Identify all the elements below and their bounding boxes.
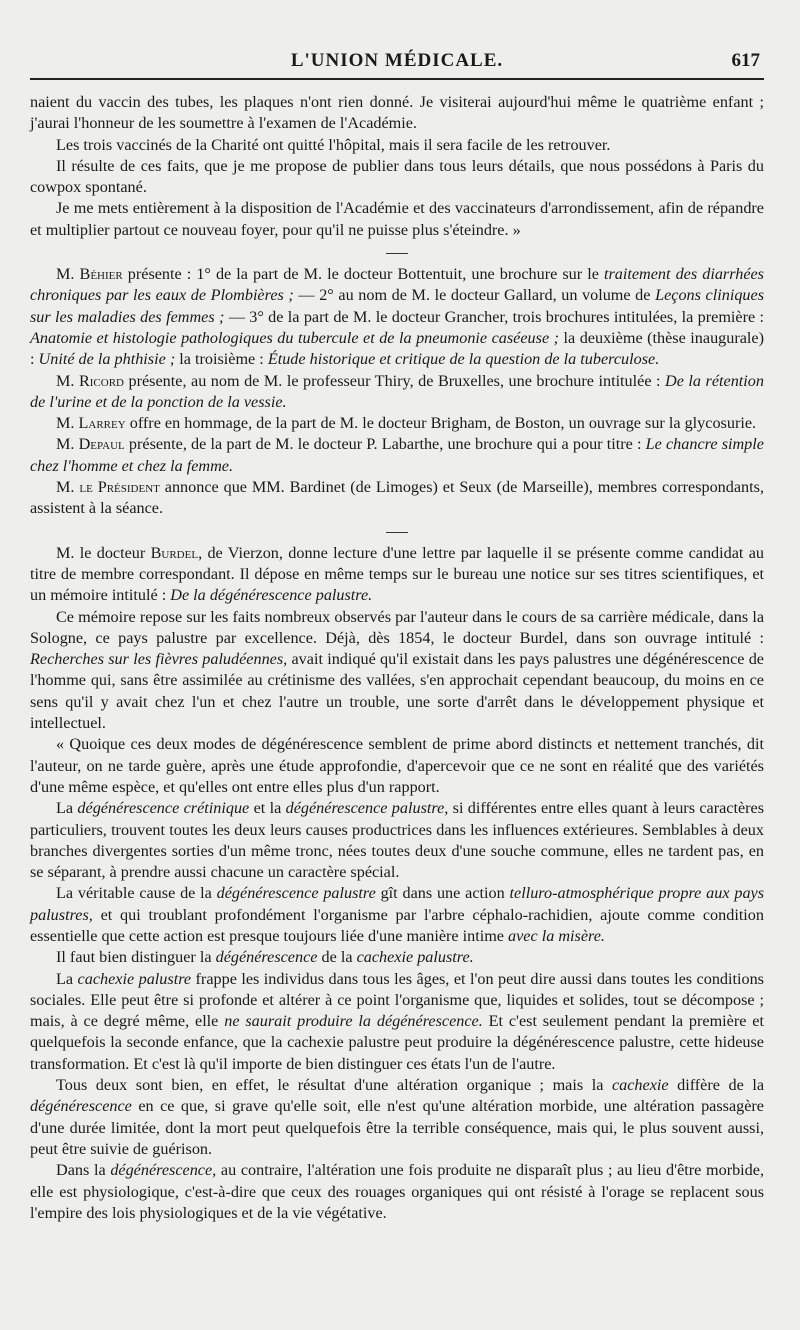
text-run: présente, au nom de M. le professeur Thiry, de Bruxelles, une brochure intitulée : [124, 371, 666, 390]
speaker-name: Larrey [78, 414, 126, 433]
italic-title: dégénérescence [215, 948, 318, 967]
text-run: M. [56, 265, 80, 284]
text-run: avait indiqué qu'il existait dans les pays palustres une dégénérescence de l'homme qui, sans être assimilée au crétinisme des vallées, s'en approchait cependant beaucoup, du moins en ce sens qu'il y avait chez l'un et chez l'autre un trouble, une sorte d'arrêt dans le développement physique et intellectuel. [30, 650, 764, 733]
text-run: en ce que, si grave qu'elle soit, elle n'est qu'une altération morbide, une altération passagère d'une durée limitée, dont la mort peut quelquefois être la terrible conséquence, mais qui, le plus souvent aussi, peut être suivie de guérison. [30, 1097, 764, 1158]
text-run: naient du vaccin des tubes, les plaques n'ont rien donné. Je visiterai aujourd'hui même le quatrième enfant ; j'aurai l'honneur de les soumettre à l'examen de l'Académie. [30, 93, 764, 133]
running-header [30, 48, 764, 80]
text-run: Et c'est seulement pendant la première et quelquefois la seconde enfance, que la cachexie palustre peut produire la dégénérescence palustre, cette hideuse transformation. Et c'est là qu'il importe de bien distinguer ces états l'un de l'autre. [30, 1012, 764, 1073]
paragraph [30, 969, 764, 1075]
section-separator [386, 253, 408, 254]
running-title: L'UNION MÉDICALE. [290, 50, 504, 71]
page-number: 617 [731, 50, 760, 71]
text-run: la deuxième (thèse inaugurale) : [30, 328, 764, 369]
italic-title: dégénérescence [30, 1097, 132, 1116]
italic-title: ne saurait produire la dégénérescence. [224, 1012, 483, 1031]
article-body [30, 92, 764, 1224]
text-run: frappe les individus dans tous les âges, et l'on peut dire aussi dans toutes les conditions sociales. Elle peut être si profonde et altérer à ce point l'organisme que, liquides et solides, tout se décompose ; mais, à ce degré même, elle [30, 969, 764, 1031]
italic-title: dégénérescence palustre, [285, 799, 449, 818]
text-run: M. [56, 371, 79, 390]
text-run: « Quoique ces deux modes de dégénérescence semblent de prime abord distincts et nettement tranchés, dit l'auteur, on ne tarde guère, après une étude approfondie, d'apercevoir que ce ne sont en réalité que des variétés d'une même espèce, et qu'elles ont entre elles plus d'un rapport. [30, 735, 764, 796]
paragraph [30, 198, 764, 241]
text-run: diffère de la [668, 1076, 764, 1095]
paragraph [30, 543, 764, 607]
paragraph [30, 156, 764, 199]
text-run: Je me mets entièrement à la disposition de l'Académie et des vaccinateurs d'arrondissement, afin de répandre et multiplier partout ce nouveau foyer, pour qu'il ne puisse plus s'éteindre. » [30, 199, 764, 239]
section-separator [386, 532, 408, 533]
paragraph [30, 607, 764, 735]
italic-title: dégénérescence, [110, 1161, 217, 1180]
italic-title: Recherches sur les fièvres paludéennes, [30, 650, 288, 669]
text-run: la troisième : [175, 350, 268, 369]
paragraph [30, 798, 764, 883]
text-run: — 2° au nom de M. le docteur Gallard, un volume de [293, 286, 656, 305]
italic-title: telluro-atmosphérique propre aux pays palustres, [30, 884, 765, 924]
italic-title: cachexie palustre. [356, 948, 474, 967]
paragraph [30, 434, 764, 477]
text-run: Ce mémoire repose sur les faits nombreux observés par l'auteur dans le cours de sa carrière médicale, dans la Sologne, ce pays palustre par excellence. Déjà, dès 1854, le docteur Burdel, dans son ouvrage intitulé : [30, 607, 764, 647]
text-run: offre en hommage, de la part de M. le docteur Brigham, de Boston, un ouvrage sur la glycosurie. [125, 414, 757, 433]
text-run: M. [56, 414, 79, 433]
paragraph [30, 734, 764, 798]
text-run: La [56, 799, 78, 818]
text-run: — 3° de la part de M. le docteur Grancher, trois brochures intitulées, la première : [224, 307, 765, 326]
text-run: Dans la [56, 1161, 111, 1180]
paragraph [30, 371, 764, 414]
italic-title: De la rétention de l'urine et de la ponction de la vessie. [30, 371, 764, 411]
speaker-name: Ricord [78, 371, 124, 390]
paragraph [30, 413, 764, 434]
speaker-name: Burdel [150, 543, 199, 562]
text-run: Tous deux sont bien, en effet, le résultat d'une altération organique ; mais la [56, 1076, 612, 1095]
italic-title: De la dégénérescence palustre. [170, 586, 373, 605]
italic-title: Leçons cliniques sur les maladies des femmes ; [30, 286, 764, 326]
text-run: si différentes entre elles quant à leurs caractères particuliers, trouvent toutes les deux leurs causes productrices dans les influences extérieures. Semblables à deux branches divergentes sorties d'un même tronc, nées toutes deux d'une souche commune, elles ne tardent pas, en se séparant, à prendre aussi chacune un caractère spécial. [30, 799, 765, 882]
text-run: M. [56, 478, 80, 497]
italic-title: cachexie palustre [77, 969, 192, 988]
text-run: La [56, 969, 78, 988]
italic-title: cachexie [611, 1076, 669, 1095]
text-run: présente : 1° de la part de M. le docteur Bottentuit, une brochure sur le [122, 265, 604, 284]
text-run: M. [56, 435, 79, 454]
speaker-name: Béhier [79, 265, 123, 284]
italic-title: Étude historique et critique de la question de la tuberculose. [267, 350, 660, 369]
text-run: de la [317, 948, 357, 967]
italic-title: avec la misère. [508, 926, 605, 945]
text-run: , de Vierzon, donne lecture d'une lettre par laquelle il se présente comme candidat au titre de membre correspondant. Il dépose en même temps sur le bureau une notice sur ses titres scientifiques, et un mémoire intitulé : [30, 543, 764, 605]
text-run: gît dans une action [375, 884, 510, 903]
text-run: La véritable cause de la [56, 884, 217, 903]
paragraph [30, 883, 764, 947]
paragraph [30, 264, 764, 370]
text-run: Il résulte de ces faits, que je me propose de publier dans tous leurs détails, que nous possédons à Paris du cowpox spontané. [30, 156, 764, 197]
paragraph [30, 92, 764, 135]
speaker-name: Depaul [78, 435, 125, 454]
paragraph [30, 1075, 764, 1160]
text-run: présente, de la part de M. le docteur P. Labarthe, une brochure qui a pour titre : [124, 435, 646, 454]
text-run: au contraire, l'altération une fois produite ne disparaît plus ; au lieu d'être morbide, elle est physiologique, c'est-à-dire que ceux des rouages organiques qui ont résisté à l'orage se replacent sous l'empire des lois physiologiques et de la vie végétative. [30, 1161, 764, 1222]
italic-title: Unité de la phthisie ; [38, 350, 176, 369]
text-run: et qui troublant profondément l'organisme par l'arbre céphalo-rachidien, ajoute comme condition essentielle que cette action est presque toujours liée d'une manière intime [30, 905, 764, 945]
text-run: et la [249, 799, 286, 818]
italic-title: dégénérescence crétinique [77, 799, 250, 818]
text-run: Les trois vaccinés de la Charité ont quitté l'hôpital, mais il sera facile de les retrouver. [56, 135, 611, 154]
text-run: M. le docteur [56, 543, 151, 562]
text-run: annonce que MM. Bardinet (de Limoges) et Seux (de Marseille), membres correspondants, assistent à la séance. [30, 478, 764, 518]
paragraph [30, 947, 764, 968]
italic-title: dégénérescence palustre [216, 884, 376, 903]
italic-title: Le chancre simple chez l'homme et chez la femme. [30, 435, 764, 475]
paragraph [30, 135, 764, 156]
paragraph [30, 477, 764, 520]
italic-title: Anatomie et histologie pathologiques du tubercule et de la pneumonie caséeuse ; [30, 328, 560, 347]
italic-title: traitement des diarrhées chroniques par les eaux de Plombières ; [30, 265, 764, 305]
text-run: Il faut bien distinguer la [56, 948, 216, 967]
speaker-name: le Président [79, 478, 160, 497]
paragraph [30, 1160, 764, 1224]
